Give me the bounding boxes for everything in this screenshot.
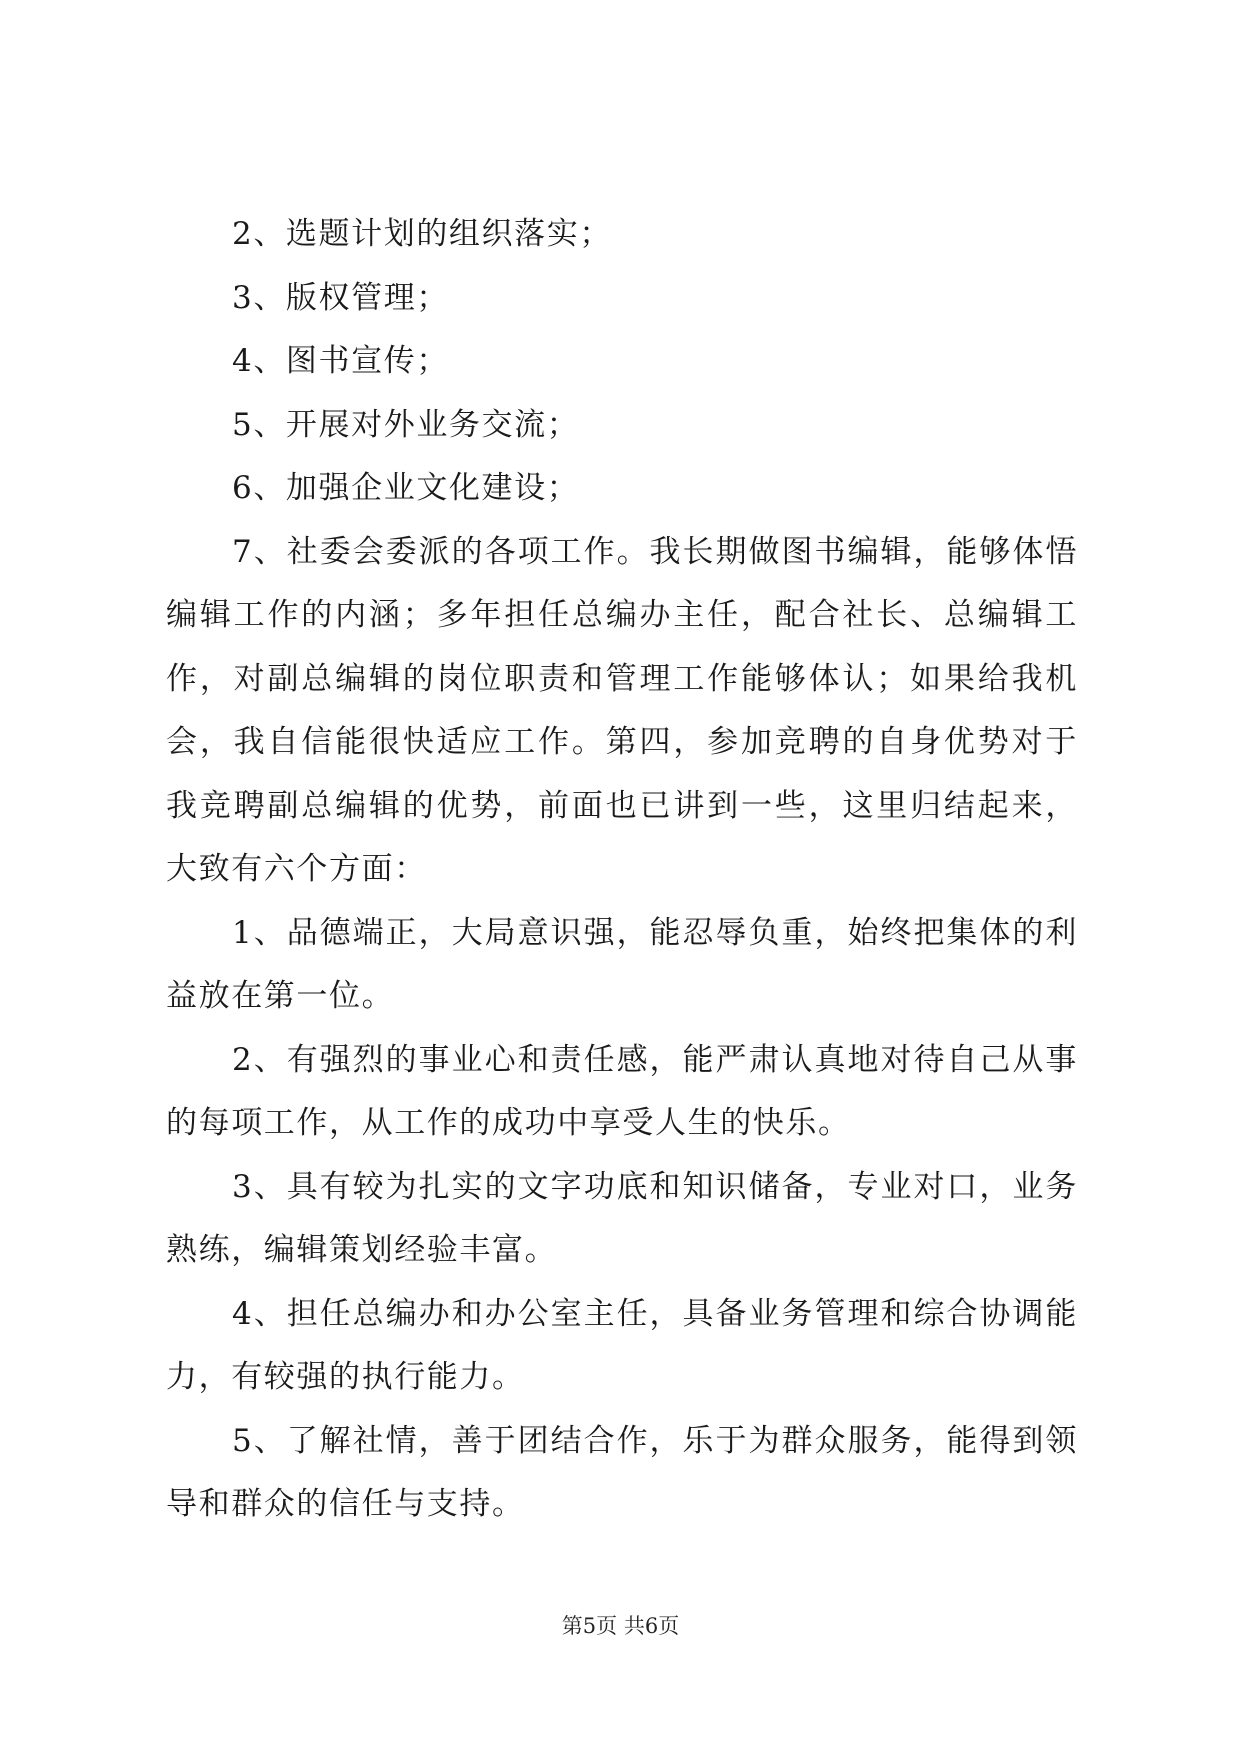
page-number-footer: 第5页 共6页 [561,1614,680,1638]
paragraph: 4、担任总编办和办公室主任，具备业务管理和综合协调能力，有较强的执行能力。 [166,1295,1078,1395]
paragraph: 3、具有较为扎实的文字功底和知识储备，专业对口，业务熟练，编辑策划经验丰富。 [166,1168,1078,1268]
paragraph: 1、品德端正，大局意识强，能忍辱负重，始终把集体的利益放在第一位。 [166,914,1078,1014]
paragraph: 5、开展对外业务交流； [232,406,580,443]
paragraph: 6、加强企业文化建设； [232,470,580,506]
paragraph: 7、社委会委派的各项工作。我长期做图书编辑，能够体悟编辑工作的内涵；多年担任总编办主任，配合社长、总编辑工作，对副总编辑的岗位职责和管理工作能够体认；如果给我机会，我自信能很快适应工作。第四，参加竞聘的自身优势对于我竞聘副总编辑的优势，前面也已讲到一些，这里归结起来，大致有六个方面： [166,533,1078,887]
paragraph: 4、图书宣传； [232,343,449,379]
paragraph: 5、了解社情，善于团结合作，乐于为群众服务，能得到领导和群众的信任与支持。 [166,1422,1078,1522]
paragraph: 2、有强烈的事业心和责任感，能严肃认真地对待自己从事的每项工作，从工作的成功中享受人生的快乐。 [166,1041,1078,1141]
document-body [166,203,1078,1537]
paragraph: 2、选题计划的组织落实； [232,216,612,252]
paragraph: 3、版权管理； [232,279,449,316]
